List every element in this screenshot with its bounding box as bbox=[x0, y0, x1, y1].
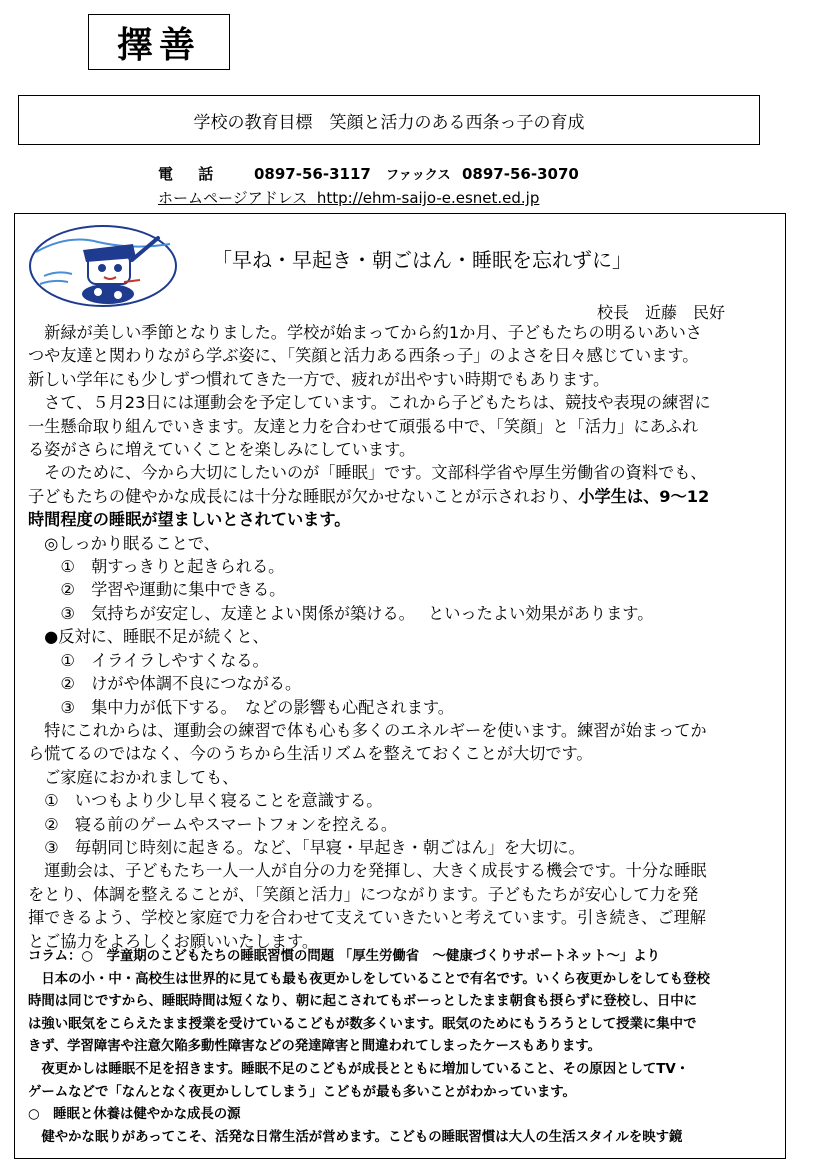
body-line: そのために、今から大切にしたいのが「睡眠」です。文部科学省や厚生労働省の資料でも、 bbox=[28, 463, 707, 483]
column-line: は強い眠気をこらえたまま授業を受けているこどもが数多くいます。眠気のためにもうろうとして授業に集中で bbox=[28, 1016, 697, 1032]
list-item: ① 朝すっきりと起きられる。 bbox=[28, 557, 285, 577]
column-line: 日本の小・中・高校生は世界的に見ても最も夜更かしをしていることで有名です。いくら夜更かしをしても登校 bbox=[28, 971, 710, 987]
contact-info bbox=[158, 163, 579, 210]
body-line: 新しい学年にも少しずつ慣れてきた一方で、疲れが出やすい時期でもあります。 bbox=[28, 369, 610, 389]
list-item: ③ 集中力が低下する。 などの影響も心配されます。 bbox=[28, 697, 454, 717]
column-line: ゲームなどで「なんとなく夜更かししてしまう」こどもが最も多いことがわかっています。 bbox=[28, 1084, 576, 1100]
body-line: る姿がさらに増えていくことを楽しみにしています。 bbox=[28, 440, 416, 460]
list-item: ② 寝る前のゲームやスマートフォンを控える。 bbox=[28, 814, 398, 834]
list-item: ② けがや体調不良につながる。 bbox=[28, 674, 302, 694]
body-line: 一生懸命取り組んでいきます。友達と力を合わせて頑張る中で、「笑顔」と「活力」にあふれ bbox=[28, 416, 699, 436]
body-line bbox=[28, 485, 780, 508]
homepage-url[interactable]: http://ehm-saijo-e.esnet.ed.jp bbox=[316, 189, 540, 207]
phone-number: 0897-56-3117 bbox=[254, 165, 371, 183]
homepage-row[interactable] bbox=[158, 187, 579, 210]
fax-label: ファックス bbox=[386, 168, 451, 183]
body-line: つや友達と関わりながら学ぶ姿に、「笑顔と活力ある西条っ子」のよさを日々感じています。 bbox=[28, 346, 699, 366]
sleep-recommendation-emphasis: 時間程度の睡眠が望ましいとされています。 bbox=[28, 510, 351, 530]
sleep-recommendation-emphasis: 小学生は、9～12 bbox=[578, 486, 710, 506]
school-goal-text: 学校の教育目標 笑顔と活力のある西条っ子の育成 bbox=[193, 112, 585, 133]
column-line: きず、学習障害や注意欠陥多動性障害などの発達障害と間違われてしまったケースもあります。 bbox=[28, 1039, 601, 1055]
body-line: 揮できるよう、学校と家庭で力を合わせて支えていきたいと考えています。引き続き、ご理解 bbox=[28, 908, 706, 928]
body-line: 運動会は、子どもたち一人一人が自分の力を発揮し、大きく成長する機会です。十分な睡眠 bbox=[28, 861, 707, 881]
list-item: ② 学習や運動に集中できる。 bbox=[28, 580, 286, 600]
school-goal-banner bbox=[18, 95, 760, 145]
body-line: ◎しっかり眠ることで、 bbox=[28, 533, 220, 553]
body-line: ご家庭におかれましても、 bbox=[28, 767, 239, 787]
mascot-illustration bbox=[28, 224, 178, 308]
column-line: 健やかな眠りがあってこそ、活発な日常生活が営めます。こどもの睡眠習慣は大人の生活スタイルを映す鏡 bbox=[28, 1129, 683, 1145]
phone-label: 電 話 bbox=[158, 165, 224, 183]
body-line: さて、５月23日には運動会を予定しています。これから子どもたちは、競技や表現の練習に bbox=[28, 393, 711, 413]
body-line: ら慌てるのではなく、今のうちから生活リズムを整えておくことが大切です。 bbox=[28, 744, 593, 764]
principal-signature: 校長 近藤 民好 bbox=[597, 303, 726, 322]
phone-fax-row bbox=[158, 163, 579, 187]
article-body bbox=[28, 321, 780, 953]
body-line-text: 子どもたちの健やかな成長には十分な睡眠が欠かせないことが示されおり、 bbox=[28, 486, 579, 506]
newsletter-title: 擇善 bbox=[88, 14, 230, 70]
body-line: ●反対に、睡眠不足が続くと、 bbox=[28, 627, 269, 647]
article-headline: 「早ね・早起き・朝ごはん・睡眠を忘れずに」 bbox=[212, 248, 632, 272]
list-item: ③ 気持ちが安定し、友達とよい関係が築ける。 といったよい効果があります。 bbox=[28, 603, 654, 623]
body-line: 特にこれからは、運動会の練習で体も心も多くのエネルギーを使います。練習が始まってか bbox=[28, 720, 707, 740]
homepage-label: ホームページアドレス bbox=[158, 189, 308, 207]
body-line: をとり、体調を整えることが、「笑顔と活力」につながります。子どもたちが安心して力を発 bbox=[28, 884, 699, 904]
fax-number: 0897-56-3070 bbox=[462, 165, 579, 183]
body-line: 新緑が美しい季節となりました。学校が始まってから約1か月、子どもたちの明るいあいさ bbox=[28, 323, 702, 342]
body-line: とご協力をよろしくお願いいたします。 bbox=[28, 931, 319, 951]
list-item: ① イライラしやすくなる。 bbox=[28, 650, 269, 670]
column-subheading: ○ 睡眠と休養は健やかな成長の源 bbox=[28, 1107, 241, 1123]
list-item: ① いつもより少し早く寝ることを意識する。 bbox=[28, 791, 383, 811]
health-column bbox=[28, 946, 780, 1149]
column-line: 時間は同じですから、睡眠時間は短くなり、朝に起こされてもボーっとしたまま朝食も摂らずに登校し、日中に bbox=[28, 994, 697, 1010]
column-heading: コラム：○ 学童期のこどもたちの睡眠習慣の問題 「厚生労働省 ～健康づくりサポートネット～」より bbox=[28, 949, 661, 964]
column-line: 夜更かしは睡眠不足を招きます。睡眠不足のこどもが成長とともに増加していること、その原因としてTV・ bbox=[28, 1061, 690, 1077]
list-item: ③ 毎朝同じ時刻に起きる。など、「早寝・早起き・朝ごはん」を大切に。 bbox=[28, 837, 585, 857]
